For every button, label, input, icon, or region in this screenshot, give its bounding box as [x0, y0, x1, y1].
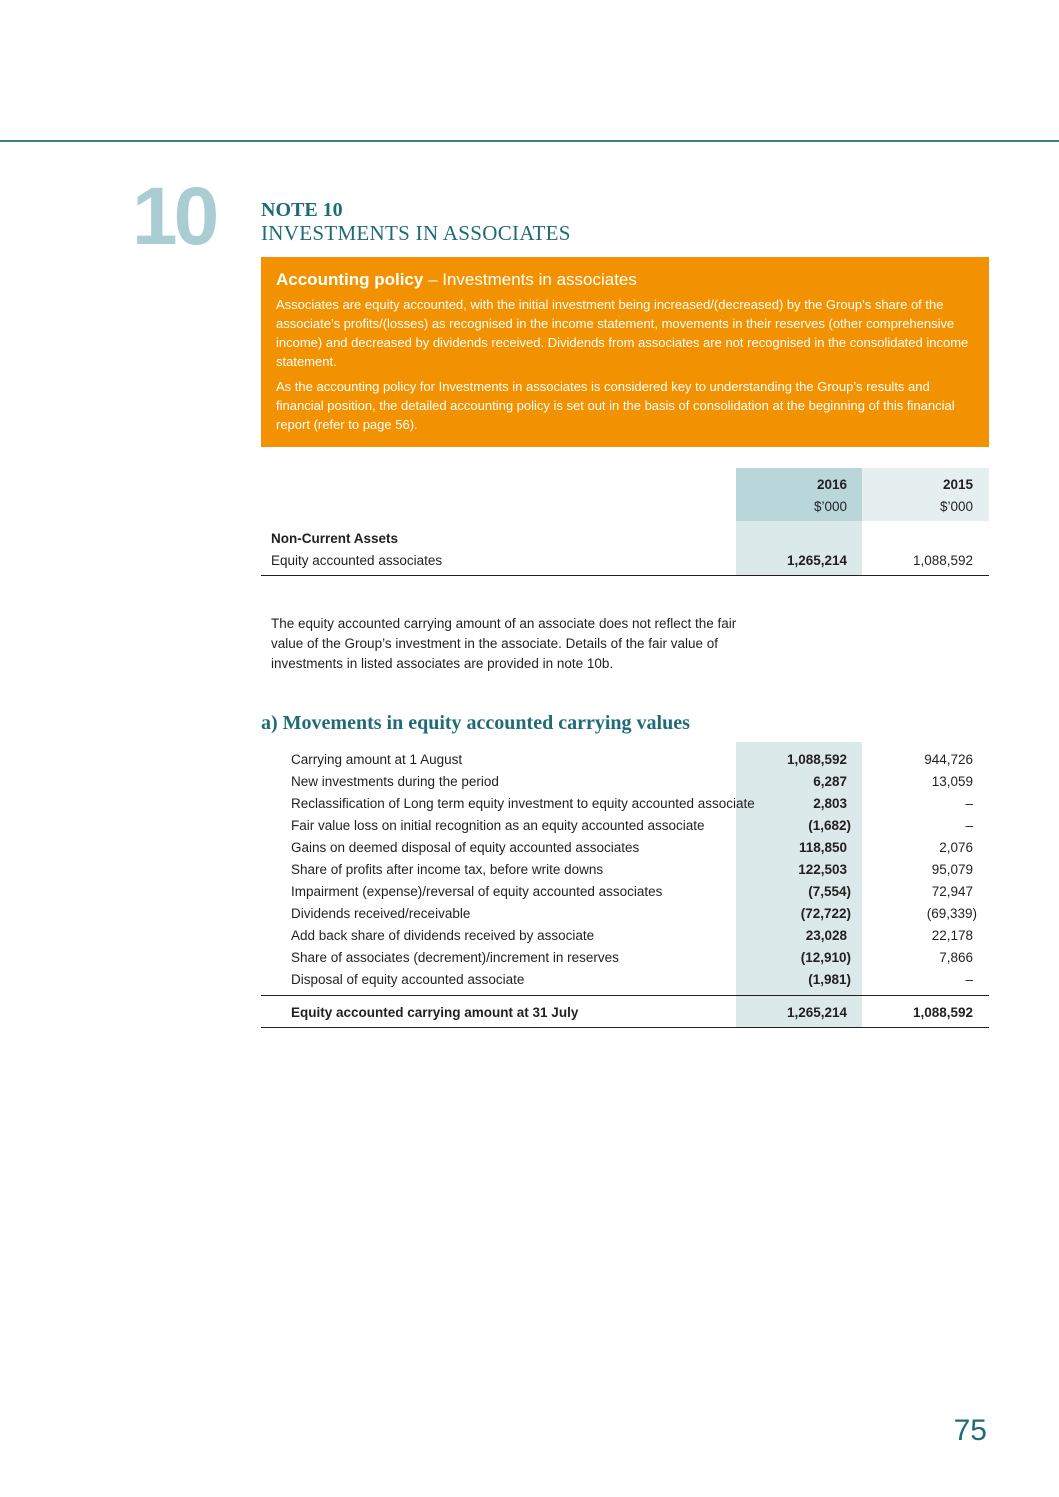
movement-row-label: Impairment (expense)/reversal of equity accounted associates [291, 884, 663, 899]
row-value-2016: 1,265,214 [786, 553, 847, 568]
movement-row-label: Fair value loss on initial recognition as an equity accounted associate [291, 818, 705, 833]
year-2016-header: 2016 [816, 477, 847, 492]
movement-row-2015: 7,866 [939, 950, 973, 965]
row-value-2015: 1,088,592 [912, 553, 973, 568]
policy-paragraph-2: As the accounting policy for Investments in associates is considered key to understanding the Group’s results and financial position, the detailed accounting policy is set out in the basis of consolidation at the beginning of this financial report (refer to page 56). [276, 379, 955, 432]
movement-row-label: Disposal of equity accounted associate [291, 972, 525, 987]
movements-total-top-rule [261, 995, 989, 996]
movement-row-2016: (1,682) [808, 818, 851, 833]
page-number: 75 [953, 1414, 987, 1447]
movement-row-2015: – [965, 818, 973, 833]
movement-row-2016: (7,554) [808, 884, 851, 899]
movement-row-2015: 2,076 [939, 840, 973, 855]
total-2016: 1,265,214 [786, 1005, 847, 1020]
movement-row-2016: 118,850 [798, 840, 847, 855]
top-rule [0, 140, 1059, 142]
policy-heading-bold: Accounting policy [276, 270, 424, 289]
unit-2016: $’000 [813, 499, 847, 514]
movement-row-label: Gains on deemed disposal of equity accounted associates [291, 840, 640, 855]
note-number: 10 [132, 171, 216, 262]
movement-row-2016: 6,287 [813, 774, 847, 789]
movement-row-label: Share of associates (decrement)/increment in reserves [291, 950, 619, 965]
movement-row-2015: 13,059 [931, 774, 973, 789]
movement-row-2016: 122,503 [798, 862, 847, 877]
movement-row-2015: (69,339) [926, 906, 977, 921]
movement-row-2016: (12,910) [800, 950, 851, 965]
section-non-current-assets: Non-Current Assets [271, 531, 399, 546]
policy-heading-rest: – Investments in associates [423, 270, 637, 289]
policy-heading [276, 269, 973, 291]
movements-bottom-rule [261, 1027, 989, 1028]
accounting-policy-box [261, 257, 989, 447]
movement-row-label: Reclassification of Long term equity investment to equity accounted associate [291, 796, 755, 811]
movement-row-2015: – [965, 796, 973, 811]
total-label: Equity accounted carrying amount at 31 July [291, 1005, 579, 1020]
policy-paragraph-1: Associates are equity accounted, with the initial investment being increased/(decreased) by the Group’s share of the associate’s profits/(losses) as recognised in the income statement, movements in their reserves (other comprehensive income) and decreased by dividends received. Dividends from associates are not recognised in the consolidated income statement. [276, 297, 969, 369]
movement-row-2016: 2,803 [813, 796, 847, 811]
movement-row-label: Share of profits after income tax, before write downs [291, 862, 604, 877]
movement-row-2016: 1,088,592 [786, 752, 847, 767]
movement-row-2015: 944,726 [924, 752, 973, 767]
total-2015: 1,088,592 [912, 1005, 973, 1020]
note-heading [261, 199, 571, 245]
note-label: NOTE 10 [261, 199, 343, 221]
movement-row-label: New investments during the period [291, 774, 499, 789]
note-title: INVESTMENTS IN ASSOCIATES [261, 221, 571, 245]
row-label-equity-accounted: Equity accounted associates [271, 553, 443, 568]
fair-value-paragraph: The equity accounted carrying amount of an associate does not reflect the fair value of the Group’s investment in the associate. Details of the fair value of investments in listed associates are provided in note 10b. [271, 616, 737, 671]
unit-2015: $’000 [939, 499, 973, 514]
movement-row-2016: 23,028 [805, 928, 847, 943]
movement-row-2015: 72,947 [931, 884, 973, 899]
movement-row-2016: (1,981) [808, 972, 851, 987]
movement-row-label: Dividends received/receivable [291, 906, 471, 921]
movement-row-2015: 95,079 [931, 862, 973, 877]
section-title-movements: a) Movements in equity accounted carrying values [261, 712, 690, 734]
year-2015-header: 2015 [942, 477, 973, 492]
movement-row-label: Carrying amount at 1 August [291, 752, 463, 767]
movement-row-2015: – [965, 972, 973, 987]
table1-bottom-rule [261, 575, 989, 576]
movement-row-label: Add back share of dividends received by associate [291, 928, 595, 943]
movement-row-2016: (72,722) [800, 906, 851, 921]
movement-row-2015: 22,178 [931, 928, 973, 943]
